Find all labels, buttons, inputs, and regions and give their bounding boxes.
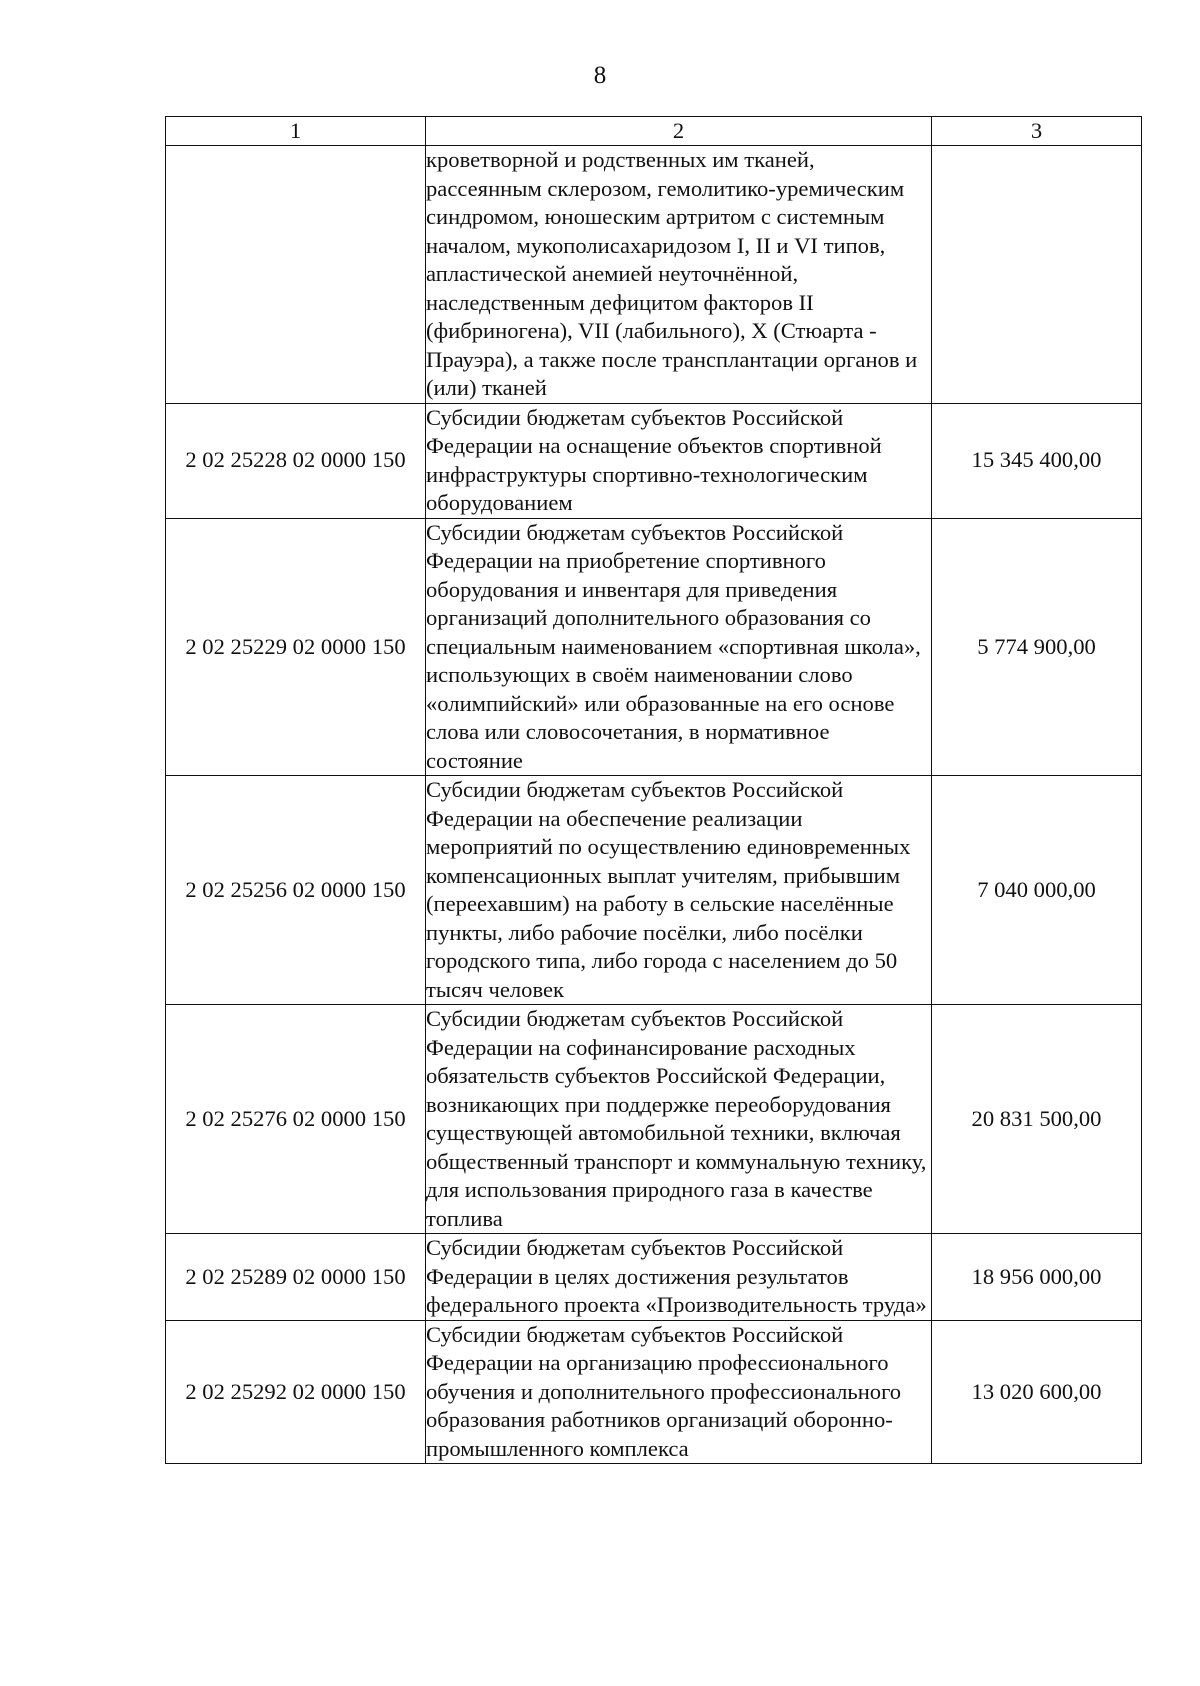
- column-header: 3: [932, 117, 1142, 146]
- amount: 5 774 900,00: [932, 518, 1142, 776]
- income-description: Субсидии бюджетам субъектов Российской Федерации на обеспечение реализации мероприятий по осуществлению единовременных компенсационных выплат учителям, прибывшим (переехавшим) на работу в сельские населённые пункты, либо рабочие посёлки, либо посёлки городского типа, либо города с населением до 50 тысяч человек: [426, 776, 932, 1005]
- classification-code: [166, 146, 426, 404]
- classification-code: 2 02 25228 02 0000 150: [166, 403, 426, 518]
- column-header: 2: [426, 117, 932, 146]
- amount: [932, 146, 1142, 404]
- table-row: [166, 1234, 1142, 1321]
- income-description: Субсидии бюджетам субъектов Российской Федерации на оснащение объектов спортивной инфраструктуры спортивно-технологическим оборудованием: [426, 403, 932, 518]
- page-number: 8: [593, 62, 607, 89]
- table-row: [166, 1320, 1142, 1464]
- income-description: Субсидии бюджетам субъектов Российской Федерации на организацию профессионального обучения и дополнительного профессионального образования работников организаций оборонно-промышленного комплекса: [426, 1320, 932, 1464]
- table-row: [166, 403, 1142, 518]
- amount: 7 040 000,00: [932, 776, 1142, 1005]
- amount: 18 956 000,00: [932, 1234, 1142, 1321]
- classification-code: 2 02 25229 02 0000 150: [166, 518, 426, 776]
- table-row: [166, 146, 1142, 404]
- table-row: [166, 518, 1142, 776]
- amount: 15 345 400,00: [932, 403, 1142, 518]
- table-header-row: [166, 117, 1142, 146]
- income-description: кроветворной и родственных им тканей, рассеянным склерозом, гемолитико-уремическим синдромом, юношеским артритом с системным началом, мукополисахаридозом I, II и VI типов, апластической анемией неуточнённой, наследственным дефицитом факторов II (фибриногена), VII (лабильного), X (Стюарта - Прауэра), а также после трансплантации органов и (или) тканей: [426, 146, 932, 404]
- amount: 20 831 500,00: [932, 1005, 1142, 1234]
- classification-code: 2 02 25292 02 0000 150: [166, 1320, 426, 1464]
- table-row: [166, 776, 1142, 1005]
- classification-code: 2 02 25289 02 0000 150: [166, 1234, 426, 1321]
- amount: 13 020 600,00: [932, 1320, 1142, 1464]
- income-description: Субсидии бюджетам субъектов Российской Федерации на приобретение спортивного оборудования и инвентаря для приведения организаций дополнительного образования со специальным наименованием «спортивная школа», использующих в своём наименовании слово «олимпийский» или образованные на его основе слова или словосочетания, в нормативное состояние: [426, 518, 932, 776]
- classification-code: 2 02 25276 02 0000 150: [166, 1005, 426, 1234]
- income-description: Субсидии бюджетам субъектов Российской Федерации в целях достижения результатов федерального проекта «Производительность труда»: [426, 1234, 932, 1321]
- column-header: 1: [166, 117, 426, 146]
- table-row: [166, 1005, 1142, 1234]
- classification-code: 2 02 25256 02 0000 150: [166, 776, 426, 1005]
- budget-table: [165, 116, 1142, 1464]
- income-description: Субсидии бюджетам субъектов Российской Федерации на софинансирование расходных обязательств субъектов Российской Федерации, возникающих при поддержке переоборудования существующей автомобильной техники, включая общественный транспорт и коммунальную технику, для использования природного газа в качестве топлива: [426, 1005, 932, 1234]
